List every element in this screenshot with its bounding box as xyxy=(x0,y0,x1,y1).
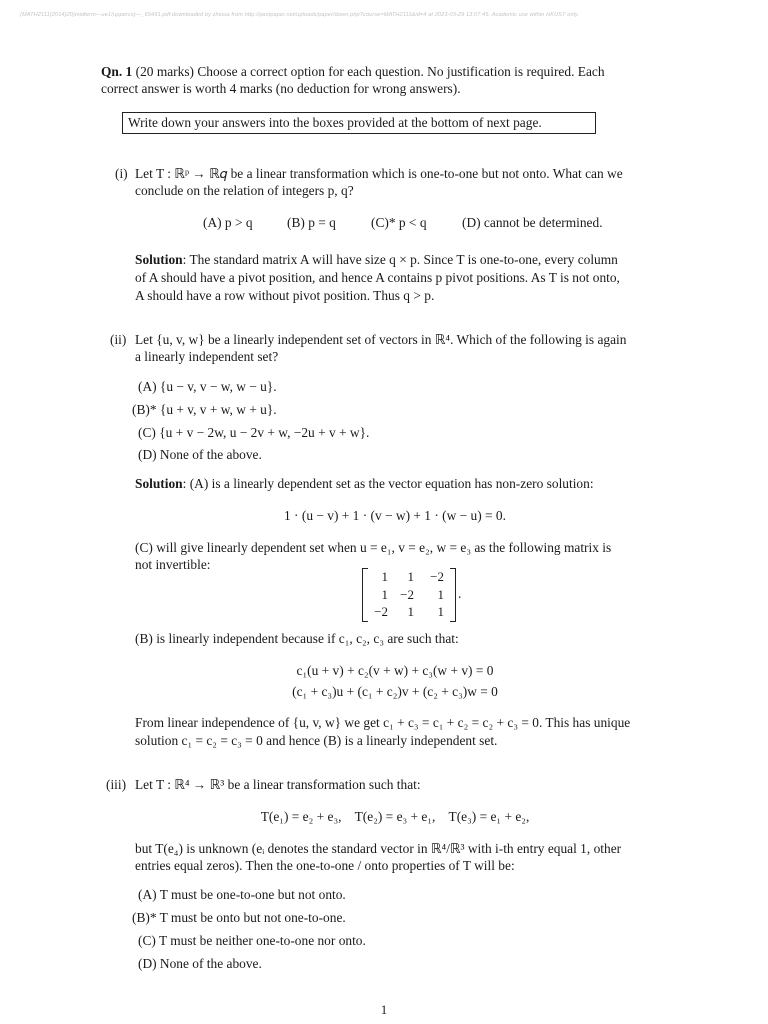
q2-equation-2: c₁(u + v) + c₂(v + w) + c₃(w + v) = 0 xyxy=(296,663,494,678)
matrix-cell: 1 xyxy=(437,604,444,619)
q3-text-line3: entries equal zeros). Then the one-to-one / onto properties of T will be: xyxy=(135,858,515,873)
q2-c-line1: (C) will give linearly dependent set when u = e₁, v = e₂, w = e₃ as the following matrix is xyxy=(135,540,612,555)
q3-text-line1: Let T : ℝ⁴ → ℝ³ be a linear transformation such that: xyxy=(135,777,421,792)
q2-solution-text1: : (A) is a linearly dependent set as the vector equation has non-zero solution: xyxy=(182,476,594,491)
q1-number: (i) xyxy=(115,166,128,181)
q2-text-line1: Let {u, v, w} be a linearly independent set of vectors in ℝ⁴. Which of the following is again xyxy=(135,332,627,347)
q3-option-c: (C) T must be neither one-to-one nor onto. xyxy=(138,933,366,948)
q1-option-b: (B) p = q xyxy=(287,215,336,230)
q1-solution-line2: of A should have a pivot position, and hence A contains p pivot positions. As T is not onto, xyxy=(135,270,620,285)
q1-text-line1: Let T : ℝᵖ → ℝ𝑞 be a linear transformation which is one-to-one but not onto. What can we xyxy=(135,166,623,181)
q2-option-d: (D) None of the above. xyxy=(138,447,262,462)
matrix-period: . xyxy=(458,586,462,601)
q2-equation-3: (c₁ + c₃)u + (c₁ + c₂)v + (c₂ + c₃)w = 0 xyxy=(292,684,498,699)
matrix-cell: 1 xyxy=(407,569,414,584)
matrix-cell: 1 xyxy=(407,604,414,619)
q1-solution-label: Solution xyxy=(135,252,183,267)
q1-option-d: (D) cannot be determined. xyxy=(462,215,603,230)
question-intro-line1 xyxy=(101,63,605,81)
matrix-cell: 1 xyxy=(381,569,388,584)
q1-solution-text1: : The standard matrix A will have size q × p. Since T is one-to-one, every column xyxy=(182,252,618,267)
q1-text-line2: conclude on the relation of integers p, q? xyxy=(135,183,354,198)
q2-equation-1: 1 · (u − v) + 1 · (v − w) + 1 · (w − u) = 0. xyxy=(284,508,506,523)
q2-final-line1: From linear independence of {u, v, w} we get c₁ + c₃ = c₁ + c₂ = c₂ + c₃ = 0. This has unique xyxy=(135,715,631,730)
q2-number: (ii) xyxy=(110,332,127,347)
matrix-cell: −2 xyxy=(374,604,388,619)
q3-number: (iii) xyxy=(106,777,127,792)
coefficient-matrix xyxy=(362,568,456,622)
matrix-right-bracket xyxy=(450,568,456,622)
q2-solution-line1 xyxy=(135,475,594,493)
q2-c-line2: not invertible: xyxy=(135,557,211,572)
download-header-note: (MATH2111(2014)20)midterm—ue1(uppercs)—_65491.pdf downloaded by zhioua from http://pastpaper.net/uploads/paper/down.php?course=MATH2111&id=4 at 2023-03-29 13:07:45. Academic use within HKUST only. xyxy=(20,12,580,18)
matrix-cell: −2 xyxy=(430,569,444,584)
q2-solution-label: Solution xyxy=(135,476,183,491)
intro-text-line1: (20 marks) Choose a correct option for each question. No justification is required. Each xyxy=(135,64,605,79)
q1-option-a: (A) p > q xyxy=(203,215,253,230)
q3-option-a: (A) T must be one-to-one but not onto. xyxy=(138,887,346,902)
intro-text-line2: correct answer is worth 4 marks (no deduction for wrong answers). xyxy=(101,81,461,96)
q3-option-b: (B)* T must be onto but not one-to-one. xyxy=(132,910,346,925)
q1-solution-line3: A should have a row without pivot position. Thus q > p. xyxy=(135,288,435,303)
q2-option-a: (A) {u − v, v − w, w − u}. xyxy=(138,379,277,394)
question-number: Qn. 1 xyxy=(101,64,133,79)
q2-text-line2: a linearly independent set? xyxy=(135,349,279,364)
matrix-cell: 1 xyxy=(381,587,388,602)
q1-solution-line1 xyxy=(135,251,618,269)
q2-final-line2: solution c₁ = c₂ = c₃ = 0 and hence (B) is a linearly independent set. xyxy=(135,733,498,748)
q2-option-c: (C) {u + v − 2w, u − 2v + w, −2u + v + w}. xyxy=(138,425,370,440)
page-number: 1 xyxy=(380,1002,388,1017)
matrix-cell: 1 xyxy=(437,587,444,602)
q3-option-d: (D) None of the above. xyxy=(138,956,262,971)
matrix-cell: −2 xyxy=(400,587,414,602)
q2-b-line1: (B) is linearly independent because if c₁, c₂, c₃ are such that: xyxy=(135,631,459,646)
q1-option-c: (C)* p < q xyxy=(371,215,427,230)
q3-text-line2: but T(e₄) is unknown (eᵢ denotes the standard vector in ℝ⁴/ℝ³ with i-th entry equal 1, other xyxy=(135,841,622,856)
q3-equation: T(e₁) = e₂ + e₃, T(e₂) = e₃ + e₁, T(e₃) = e₁ + e₂, xyxy=(260,809,530,824)
q2-option-b: (B)* {u + v, v + w, w + u}. xyxy=(132,402,277,417)
answer-instruction-box: Write down your answers into the boxes provided at the bottom of next page. xyxy=(122,112,596,134)
